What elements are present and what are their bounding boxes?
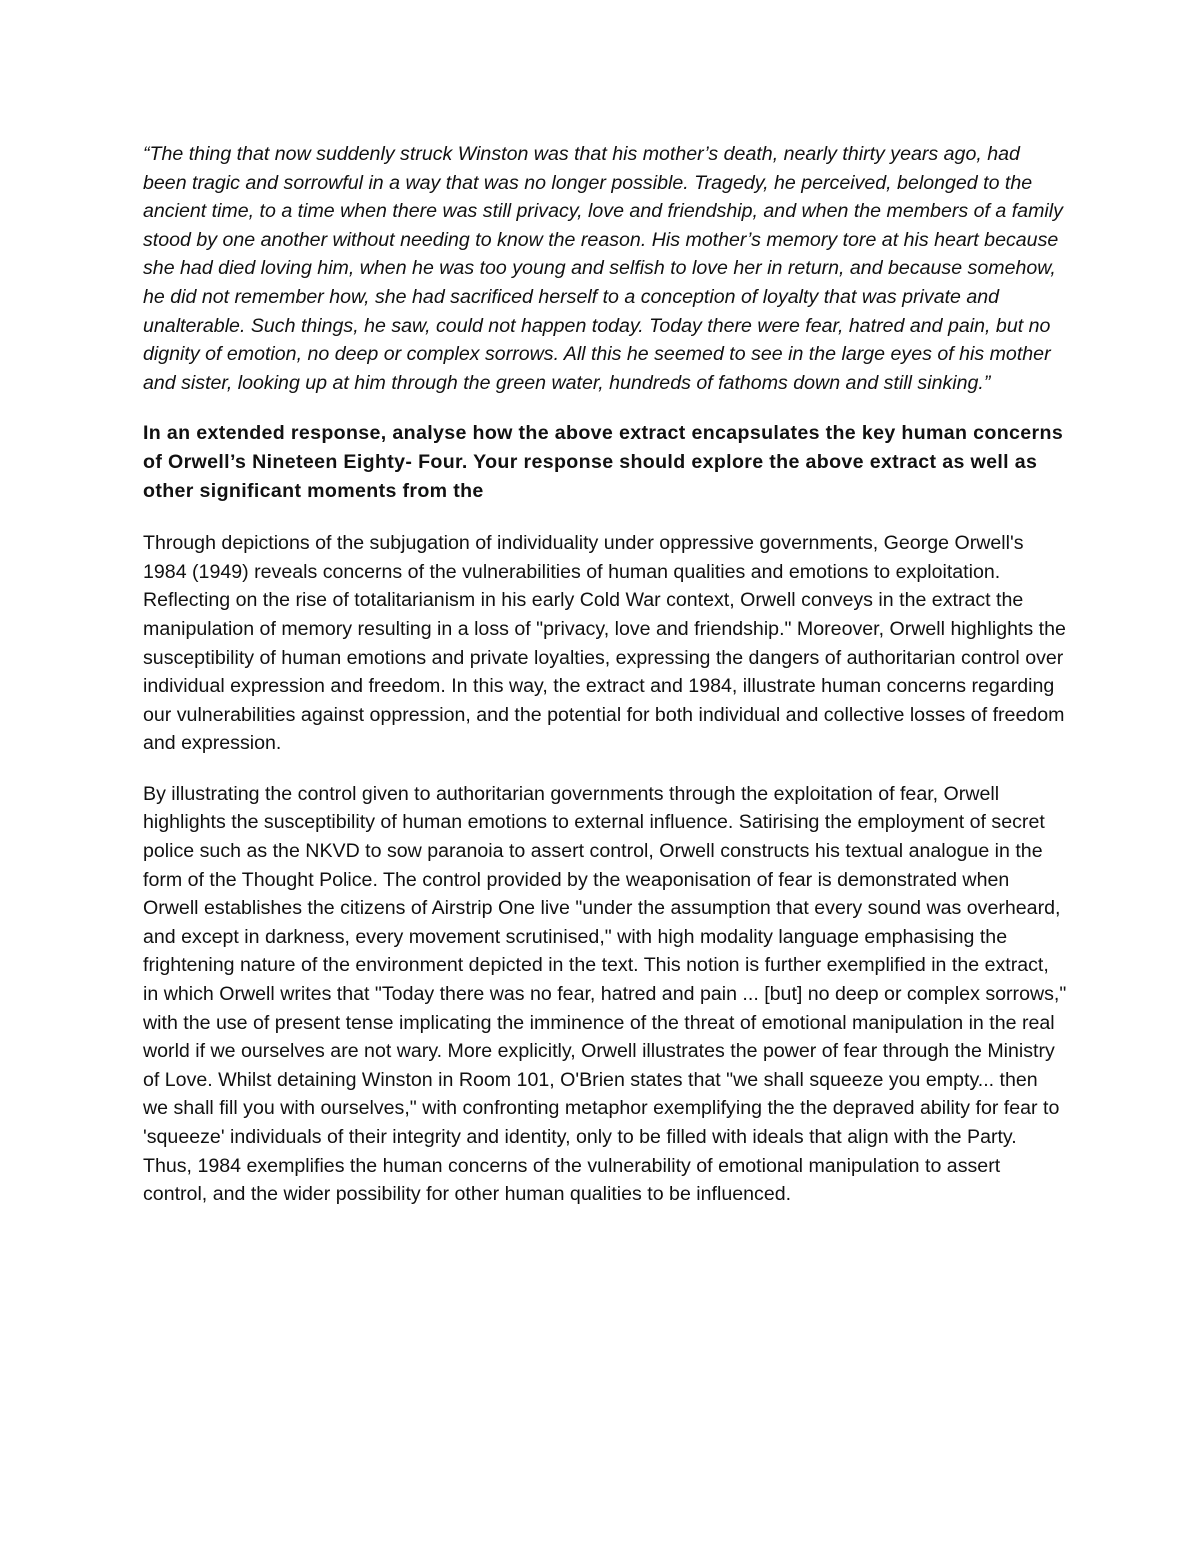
extract-quote: “The thing that now suddenly struck Winston was that his mother’s death, nearly thirty years ago, had been tragic and sorrowful in a way that was no longer possible. Tragedy, he perceived, belonged to the ancient time, to a time when there was still privacy, love and friendship, and when the members of a family stood by one another without needing to know the reason. His mother’s memory tore at his heart because she had died loving him, when he was too young and selfish to love her in return, and because somehow, he did not remember how, she had sacrificed herself to a conception of loyalty that was private and unalterable. Such things, he saw, could not happen today. Today there were fear, hatred and pain, but no dignity of emotion, no deep or complex sorrows. All this he seemed to see in the large eyes of his mother and sister, looking up at him through the green water, hundreds of fathoms down and still sinking.” [143,143,1063,394]
essay-question: In an extended response, analyse how the above extract encapsulates the key human concerns of Orwell’s Nineteen Eighty- Four. Your response should explore the above extract as well as other significant moments from the [143,422,1064,502]
paragraph-introduction: Through depictions of the subjugation of individuality under oppressive governments, George Orwell's 1984 (1949) reveals concerns of the vulnerabilities of human qualities and emotions to exploitation. Reflecting on the rise of totalitarianism in his early Cold War context, Orwell conveys in the extract the manipulation of memory resulting in a loss of "privacy, love and friendship." Moreover, Orwell highlights the susceptibility of human emotions and private loyalties, expressing the dangers of authoritarian control over individual expression and freedom. In this way, the extract and 1984, illustrate human concerns regarding our vulnerabilities against oppression, and the potential for both individual and collective losses of freedom and expression. [143,532,1066,755]
document-body [143,140,1068,1209]
paragraph-body-fear: By illustrating the control given to authoritarian governments through the exploitation of fear, Orwell highlights the susceptibility of human emotions to external influence. Satirising the employment of secret police such as the NKVD to sow paranoia to assert control, Orwell constructs his textual analogue in the form of the Thought Police. The control provided by the weaponisation of fear is demonstrated when Orwell establishes the citizens of Airstrip One live "under the assumption that every sound was overheard, and except in darkness, every movement scrutinised," with high modality language emphasising the frightening nature of the environment depicted in the text. This notion is further exemplified in the extract, in which Orwell writes that "Today there was no fear, hatred and pain ... [but] no deep or complex sorrows," with the use of present tense implicating the imminence of the threat of emotional manipulation in the real world if we ourselves are not wary. More explicitly, Orwell illustrates the power of fear through the Ministry of Love. Whilst detaining Winston in Room 101, O'Brien states that "we shall squeeze you empty... then we shall fill you with ourselves," with confronting metaphor exemplifying the the depraved ability for fear to 'squeeze' individuals of their integrity and identity, only to be filled with ideals that align with the Party. Thus, 1984 exemplifies the human concerns of the vulnerability of emotional manipulation to assert control, and the wider possibility for other human qualities to be influenced. [143,782,1067,1206]
